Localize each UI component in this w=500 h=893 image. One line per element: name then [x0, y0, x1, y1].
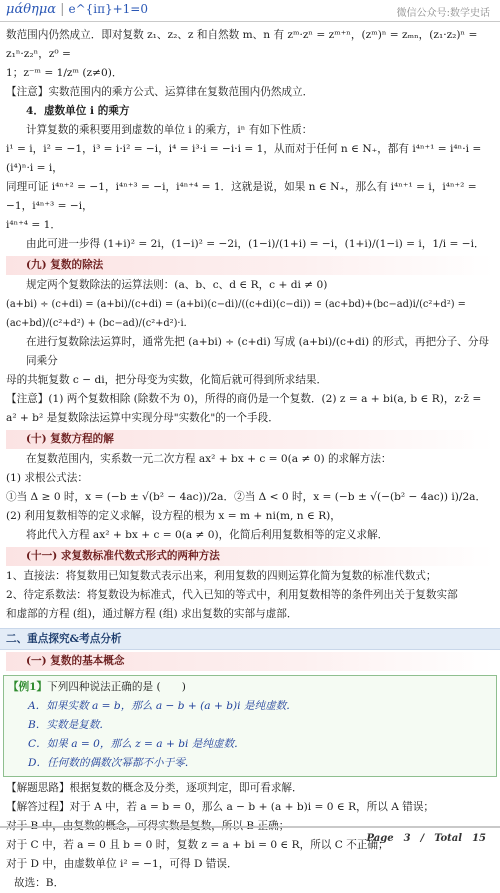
text-line: 2、待定系数法：将复数设为标准式，代入已知的等式中，利用复数相等的条件列出关于复数实部	[6, 589, 458, 601]
subsection-heading: 4．虚数单位 i 的乘方	[26, 105, 130, 117]
section-heading: (九) 复数的除法	[6, 256, 494, 275]
text-line: i¹ = i，i² = −1，i³ = i·i² = −i，i⁴ = i³·i = −i·i = 1，从而对于任何 n ∈ N₊，都有 i⁴ⁿ⁺¹ = i⁴ⁿ·i = (i⁴)ⁿ·i = i，	[6, 143, 482, 174]
option-b: B．实数是复数．	[28, 719, 110, 731]
wechat-account: 微信公众号:数学史话	[396, 8, 490, 19]
text-line: 将此代入方程 ax² + bx + c = 0(a ≠ 0)，化简后利用复数相等的定义求解．	[26, 529, 389, 541]
text-line: 在进行复数除法运算时，通常先把 (a+bi) ÷ (c+di) 写成 (a+bi)/(c+di) 的形式，再把分子、分母同乘分	[26, 336, 490, 367]
text-line: 计算复数的乘积要用到虚数的单位 i 的乘方，iⁿ 有如下性质：	[26, 124, 313, 136]
option-a: A．如果实数 a = b，那么 a − b + (a + b)i 是纯虚数．	[28, 700, 297, 712]
text-line: 由此可进一步得 (1+i)² = 2i，(1−i)² = −2i，(1−i)/(1+i) = −i，(1+i)/(1−i) = i，1/i = −i．	[26, 238, 485, 250]
text-line: 1、直接法：将复数用已知复数式表示出来，利用复数的四则运算化简为复数的标准代数式；	[6, 570, 437, 582]
euler-formula: e^{iπ}+1=0	[68, 2, 148, 16]
example-box	[3, 675, 497, 777]
solution-idea: 【解题思路】根据复数的概念及分类，逐项判定，即可看求解．	[6, 782, 303, 794]
text-line: 在复数范围内，实系数一元二次方程 ax² + bx + c = 0(a ≠ 0) 的求解方法：	[26, 453, 392, 465]
option-c: C．如果 a = 0，那么 z = a + bi 是纯虚数．	[28, 738, 245, 750]
solution-line: 对于 D 中，由虚数单位 i² = −1，可得 D 错误．	[6, 858, 238, 870]
brand-title	[6, 2, 148, 17]
text-line: 1；z⁻ᵐ = 1/zᵐ (z≠0)．	[6, 67, 123, 79]
text-line: (1) 求根公式法：	[6, 472, 88, 484]
note-line: a² + b² 是复数除法运算中实现分母"实数化"的一个手段．	[6, 412, 279, 424]
header-rule	[0, 21, 500, 22]
section-heading: (十一) 求复数标准代数式形式的两种方法	[6, 547, 494, 566]
text-line: 规定两个复数除法的运算法则：(a、b、c、d ∈ R，c + di ≠ 0)	[26, 279, 328, 291]
answer-line: 故选：B．	[14, 877, 65, 889]
example-tag: 【例1】	[8, 681, 48, 693]
page-header	[0, 0, 500, 22]
page-content	[6, 26, 494, 893]
page-number: Page 3 / Total 15	[366, 833, 486, 844]
text-line: 数范围内仍然成立．即对复数 z₁、z₂、z 和自然数 m、n 有 zᵐ·zⁿ = zᵐ⁺ⁿ，(zᵐ)ⁿ = zₘₙ，(z₁·z₂)ⁿ = z₁ⁿ·z₂ⁿ，z⁰ =	[6, 29, 478, 60]
formula-line: (a+bi) ÷ (c+di) = (a+bi)/(c+di) = (a+bi)(c−di)/((c+di)(c−di)) = (ac+bd)+(bc−ad)i/(c²+d²) = (ac+bd)/(c²+d²) + (bc−ad)/(c²+d²)·i．	[6, 299, 466, 329]
note-line: 【注意】(1) 两个复数相除 (除数不为 0)，所得的商仍是一个复数．(2) z = a + bi(a, b ∈ R)，z·z̄ =	[6, 393, 482, 405]
formula-line: ①当 Δ ≥ 0 时，x = (−b ± √(b² − 4ac))/2a．②当 Δ < 0 时，x = (−b ± √(−(b² − 4ac)) i)/2a．	[6, 491, 487, 503]
section-heading: (一) 复数的基本概念	[6, 652, 494, 671]
example-text: 下列四种说法正确的是 ( )	[47, 681, 186, 693]
text-line: (2) 利用复数相等的定义求解，设方程的根为 x = m + ni(m, n ∈ R)，	[6, 510, 341, 522]
section-heading: (十) 复数方程的解	[6, 430, 494, 449]
text-line: 母的共轭复数 c − di，把分母变为实数，化简后就可得到所求结果．	[6, 374, 328, 386]
text-line: 和虚部的方程 (组)，通过解方程 (组) 求出复数的实部与虚部．	[6, 608, 298, 620]
solution-line: 【解答过程】对于 A 中，若 a = b = 0，那么 a − b + (a + b)i = 0 ∈ R，所以 A 错误；	[6, 801, 435, 813]
text-line: 同理可证 i⁴ⁿ⁺² = −1，i⁴ⁿ⁺³ = −i，i⁴ⁿ⁺⁴ = 1．这就是说，如果 n ∈ N₊，那么有 i⁴ⁿ⁺¹ = i，i⁴ⁿ⁺² = −1，i⁴ⁿ⁺³ = −i，	[6, 181, 477, 212]
note-line: 【注意】实数范围内的乘方公式、运算律在复数范围内仍然成立．	[6, 86, 314, 98]
example-question	[8, 678, 496, 697]
option-d: D．任何数的偶数次幂都不小于零．	[28, 757, 196, 769]
text-line: i⁴ⁿ⁺⁴ = 1．	[6, 219, 62, 231]
brand-name: μάθημα	[6, 2, 57, 17]
footer-rule	[0, 826, 500, 828]
header-separator: |	[60, 2, 65, 17]
solution-line: 对于 C 中，若 a = 0 且 b = 0 时，复数 z = a + bi = 0 ∈ R，所以 C 不正确；	[6, 839, 389, 851]
part-heading: 二、重点探究&考点分析	[0, 628, 500, 650]
